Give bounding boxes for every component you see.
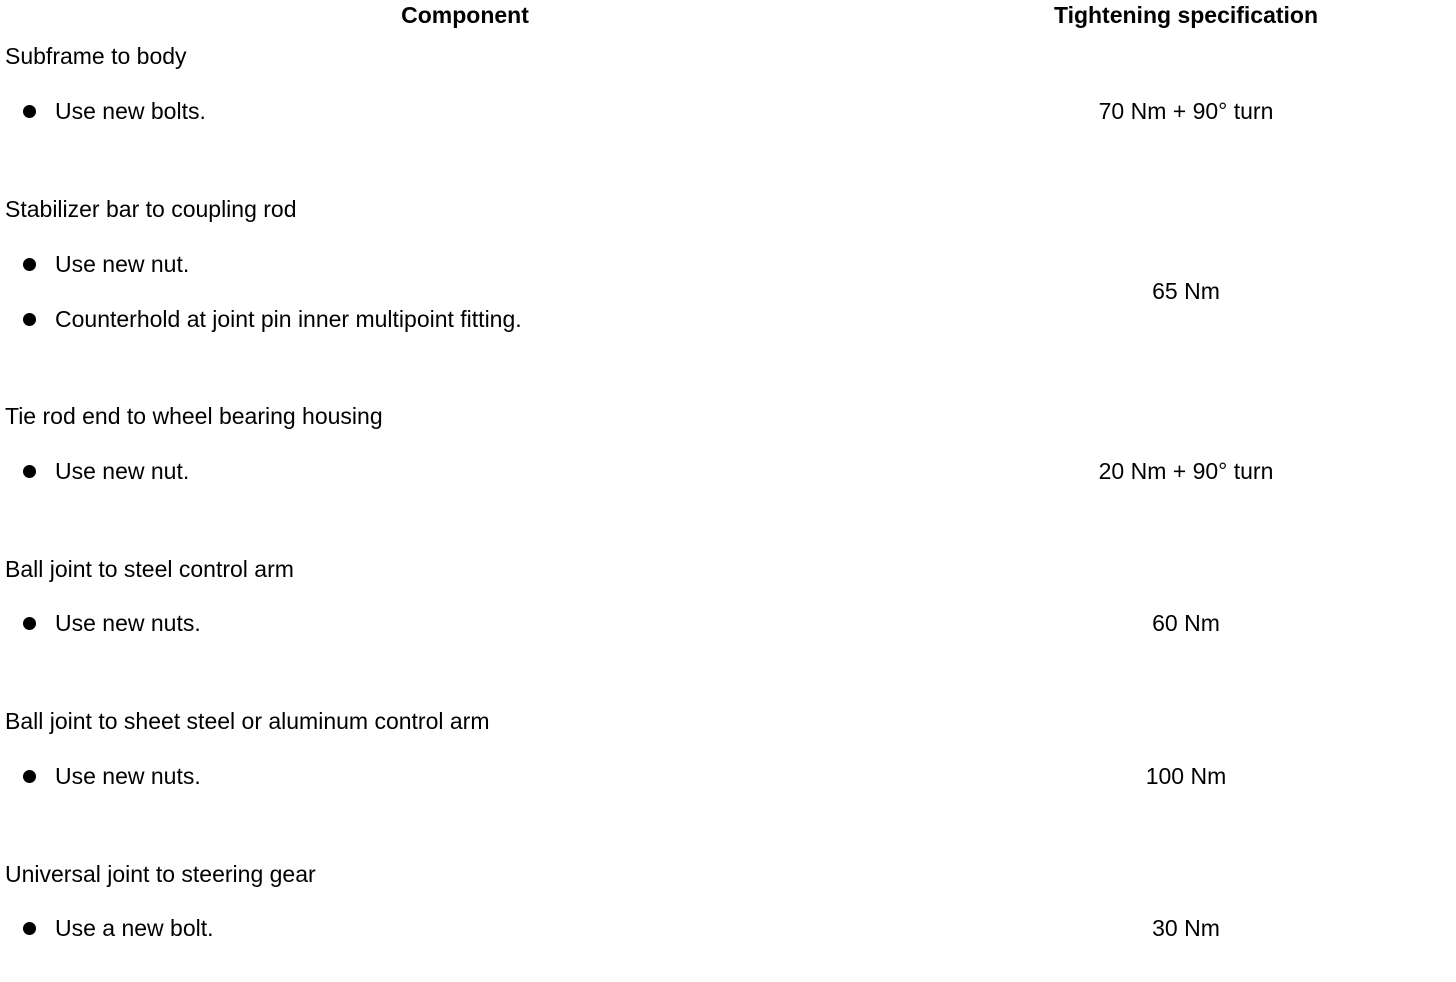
bullet-icon	[23, 922, 36, 935]
tightening-spec: 65 Nm	[1152, 278, 1220, 304]
bullet-icon	[23, 465, 36, 478]
note-text: Use new nut.	[55, 458, 190, 484]
bullet-icon	[23, 770, 36, 783]
table-row	[0, 554, 1456, 674]
note-item	[0, 96, 900, 126]
table-row	[0, 401, 1456, 521]
note-item	[0, 608, 900, 638]
column-header-component: Component	[401, 2, 529, 28]
bullet-icon	[23, 258, 36, 271]
tightening-spec: 20 Nm + 90° turn	[1098, 458, 1274, 484]
note-text: Counterhold at joint pin inner multipoint fitting.	[55, 306, 522, 332]
note-item	[0, 761, 900, 791]
bullet-icon	[23, 105, 36, 118]
component-name: Stabilizer bar to coupling rod	[5, 196, 297, 222]
bullet-icon	[23, 617, 36, 630]
note-item	[0, 249, 900, 279]
column-header-specification: Tightening specification	[1053, 2, 1319, 28]
component-name: Ball joint to sheet steel or aluminum control arm	[5, 708, 490, 734]
component-name: Universal joint to steering gear	[5, 861, 316, 887]
component-name: Subframe to body	[5, 43, 187, 69]
table-row	[0, 859, 1456, 969]
note-item	[0, 456, 900, 486]
note-text: Use a new bolt.	[55, 915, 214, 941]
tightening-spec: 100 Nm	[1145, 763, 1227, 789]
tightening-spec: 70 Nm + 90° turn	[1098, 98, 1274, 124]
tightening-spec: 30 Nm	[1152, 915, 1220, 941]
tightening-spec: 60 Nm	[1152, 610, 1220, 636]
bullet-icon	[23, 313, 36, 326]
table-row	[0, 706, 1456, 826]
component-name: Ball joint to steel control arm	[5, 556, 294, 582]
note-text: Use new bolts.	[55, 98, 206, 124]
table-row	[0, 41, 1456, 161]
note-item	[0, 304, 900, 334]
note-text: Use new nuts.	[55, 610, 201, 636]
table-header	[0, 0, 1456, 30]
component-name: Tie rod end to wheel bearing housing	[5, 403, 383, 429]
table-row	[0, 194, 1456, 354]
note-text: Use new nut.	[55, 251, 190, 277]
note-item	[0, 913, 900, 943]
note-text: Use new nuts.	[55, 763, 201, 789]
